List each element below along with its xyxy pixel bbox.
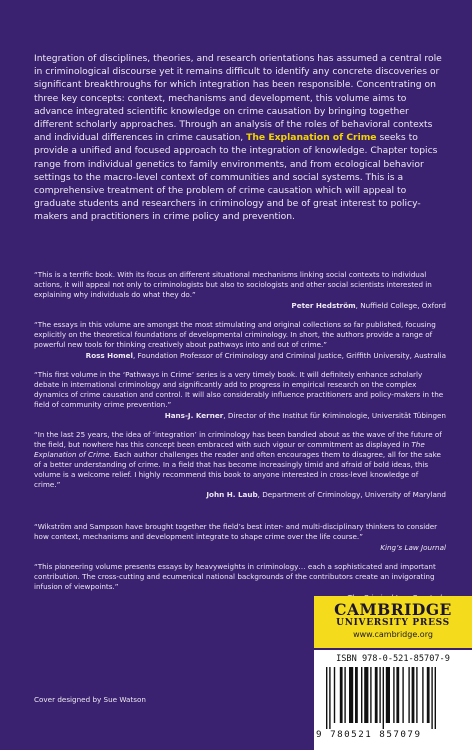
barcode-bar <box>375 667 378 723</box>
reviewer-name: Ross Homel <box>85 350 133 360</box>
review-text-b: . Each author challenges the reader and often encourages them to disagree, all for the sake of a better understanding of crime. In a field that has become increasingly timid and afraid of bold ideas, this volume is a welcome relief. I highly recommend this book to anyone interested in cross-level knowledge of crime.” <box>34 449 441 489</box>
barcode-digits: 9 780521 857079 <box>316 729 422 740</box>
review-hedstrom <box>34 270 446 311</box>
isbn-text: ISBN 978-0-521-85707-9 <box>336 654 450 664</box>
blurb-text-2: seeks to provide a unified and focused approach to the integration of knowledge. Chapter topics range from individual genetics to family environments, and from ecological behavior settings to the macro-level context of communities and social systems. This is a comprehensive treatment of the problem of crime causation which will appeal to graduate students and researchers in criminology and be of great interest to policy-makers and practitioners in crime policy and prevention. <box>34 132 438 223</box>
review-kings-law-journal <box>34 522 446 553</box>
publisher-logo-box <box>314 596 472 648</box>
barcode-bar <box>408 667 409 723</box>
review-attribution <box>34 490 446 500</box>
barcode-bar <box>379 667 380 723</box>
barcode-bar <box>326 667 327 729</box>
review-book-title: The Explanation of Crime <box>34 439 425 459</box>
review-text: “Wikström and Sampson have brought together the field’s best inter- and multi-disciplinary thinkers to consider how context, mechanisms and development integrate to shape crime over the life course.” <box>34 522 438 541</box>
review-text-a: “In the last 25 years, the idea of ‘integration’ in criminology has been bandied about as the wave of the future of the field, but nowhere has this concept been embraced with such vigour or commitment as displayed in <box>34 430 442 449</box>
barcode-bar <box>344 667 345 723</box>
review-attribution <box>34 351 446 361</box>
barcode-bar <box>361 667 362 723</box>
reviewer-name: John H. Laub <box>206 490 258 500</box>
barcode-bar <box>386 667 390 723</box>
barcode-bar <box>427 667 430 723</box>
barcode-box <box>314 650 472 750</box>
review-text: “This first volume in the ‘Pathways in Crime’ series is a very timely book. It will definitely enhance scholarly debate in international criminology and significantly add to progress in empirical research on the complex dynamics of crime causation and control. It will also considerably influence practitioners and policy-makers in the field of community crime prevention.” <box>34 370 444 409</box>
review-text: “The essays in this volume are amongst the most stimulating and original collections so far published, focusing explicitly on the theoretical foundations of developmental criminology. In short, the authors provide a range of powerful new tools for thinking creatively about pathways into and out of crime.” <box>34 320 436 349</box>
barcode-bar <box>370 667 371 723</box>
barcode-icon <box>326 667 460 729</box>
barcode-bar <box>431 667 432 729</box>
barcode-bar <box>329 667 330 729</box>
blurb-book-title: The Explanation of Crime <box>246 132 377 144</box>
barcode-bar <box>393 667 394 723</box>
barcode-bar <box>349 667 353 723</box>
blurb-paragraph <box>34 52 446 224</box>
barcode-bar <box>402 667 403 723</box>
barcode-bar <box>435 667 436 729</box>
review-source: King’s Law Journal <box>380 542 446 552</box>
reviewer-affiliation: , Director of the Institut für Kriminologie, Universität Tübingen <box>223 410 446 420</box>
barcode-bar <box>383 667 384 729</box>
review-attribution <box>34 411 446 421</box>
review-homel <box>34 320 446 361</box>
reviewer-affiliation: , Department of Criminology, University of Maryland <box>257 490 446 500</box>
review-kerner <box>34 370 446 421</box>
reviewer-affiliation: , Foundation Professor of Criminology and Criminal Justice, Griffith University, Australia <box>132 350 446 360</box>
barcode-bar <box>396 667 399 723</box>
blurb-text-1: Integration of disciplines, theories, and research orientations has assumed a central role in criminological discourse yet it remains difficult to identify any concrete discoveries or significant breakthroughs for which integration has been responsible. Concentrating on three key concepts: context, mechanisms and development, this volume aims to advance integrated scientific knowledge on crime causation by bringing together different scholarly approaches. Through an analysis of the roles of behavioral contexts and individual differences in crime causation, <box>34 53 442 144</box>
cover-credit: Cover designed by Sue Watson <box>34 695 146 704</box>
review-text: “This is a terrific book. With its focus on different situational mechanisms linking social contexts to individual actions, it will appeal not only to criminologists but also to sociologists and other social scientists interested in explaining why individuals do what they do.” <box>34 270 432 299</box>
barcode-bar <box>422 667 423 723</box>
barcode-bar <box>334 667 335 723</box>
publisher-subtitle: UNIVERSITY PRESS <box>336 618 450 628</box>
barcode-bar <box>416 667 417 723</box>
barcode-bar <box>364 667 368 723</box>
review-laub <box>34 430 446 500</box>
barcode-bar <box>412 667 415 723</box>
reviewer-affiliation: , Nuffield College, Oxford <box>355 300 446 310</box>
review-text: “This pioneering volume presents essays by heavyweights in criminology… each a sophisticated and important contribution. The cross-cutting and ecumenical national backgrounds of the contributors create an invigorating infusion of viewpoints.” <box>34 562 436 591</box>
review-text <box>34 430 446 489</box>
barcode-bar <box>340 667 343 723</box>
reviewer-name: Peter Hedström <box>291 300 356 310</box>
barcode-bar <box>355 667 358 723</box>
reviewer-name: Hans-J. Kerner <box>164 410 224 420</box>
review-attribution <box>34 301 446 311</box>
publisher-url: www.cambridge.org <box>353 630 433 639</box>
publisher-name: CAMBRIDGE <box>334 600 452 619</box>
